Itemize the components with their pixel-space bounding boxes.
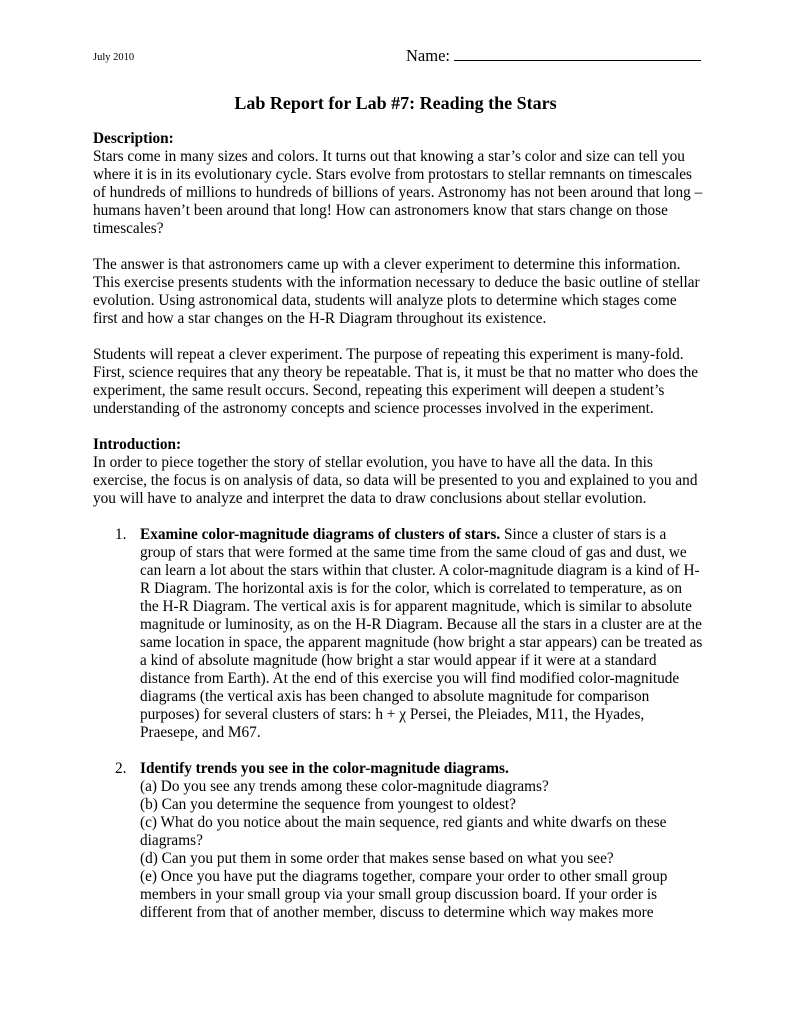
list-item-content — [140, 526, 703, 742]
list-subitem: (e) Once you have put the diagrams together, compare your order to other small group members in your small group via your small group discussion board. If your order is different from that of another member, discuss to determine which way makes more — [140, 868, 668, 921]
document-title: Lab Report for Lab #7: Reading the Stars — [234, 93, 557, 113]
numbered-list — [93, 526, 703, 922]
name-underline — [454, 44, 701, 61]
introduction-heading: Introduction: — [93, 436, 182, 453]
document-body — [93, 130, 703, 922]
list-subitem: (a) Do you see any trends among these color-magnitude diagrams? — [140, 778, 549, 795]
description-paragraph-3: Students will repeat a clever experiment. The purpose of repeating this experiment is many-fold. First, science requires that any theory be repeatable. That is, it must be that no matter who does the experiment, the same result occurs. Second, repeating this experiment will deepen a student’s understanding of the astronomy concepts and science processes involved in the experiment. — [93, 346, 699, 417]
list-item-number: 2. — [115, 760, 127, 777]
list-item-number: 1. — [115, 526, 127, 543]
introduction-paragraph: In order to piece together the story of stellar evolution, you have to have all the data. In this exercise, the focus is on analysis of data, so data will be presented to you and explained to you and you will have to analyze and interpret the data to draw conclusions about stellar evolution. — [93, 454, 698, 507]
description-heading: Description: — [93, 130, 174, 147]
header-date: July 2010 — [93, 52, 135, 63]
list-item-text: Since a cluster of stars is a group of stars that were formed at the same time from the same cloud of gas and dust, we can learn a lot about the stars within that cluster. A color-magnitude diagram is a kind of H-R Diagram. The horizontal axis is for the color, which is correlated to temperature, as on the H-R Diagram. The vertical axis is for apparent magnitude, which is similar to absolute magnitude or luminosity, as on the H-R Diagram. Because all the stars in a cluster are at the same location in space, the apparent magnitude (how bright a star appears) can be treated as a kind of absolute magnitude (how bright a star would appear if it were at a standard distance from Earth). At the end of this exercise you will find modified color-magnitude diagrams (the vertical axis has been changed to absolute magnitude for comparison purposes) for several clusters of stars: h + χ Persei, the Pleiades, M11, the Hyades, Praesepe, and M67. — [140, 526, 703, 741]
description-paragraph-2: The answer is that astronomers came up with a clever experiment to determine this information. This exercise presents students with the information necessary to deduce the basic outline of stellar evolution. Using astronomical data, students will analyze plots to determine which stages come first and how a star changes on the H-R Diagram throughout its existence. — [93, 256, 700, 327]
list-subitem: (c) What do you notice about the main sequence, red giants and white dwarfs on these diagrams? — [140, 814, 667, 849]
description-paragraph-1: Stars come in many sizes and colors. It turns out that knowing a star’s color and size can tell you where it is in its evolutionary cycle. Stars evolve from protostars to stellar remnants on timescales of hundreds of millions to hundreds of billions of years. Astronomy has not been around that long – humans haven’t been around that long! How can astronomers know that stars change on those timescales? — [93, 148, 703, 237]
list-item — [93, 760, 703, 922]
list-subitem: (d) Can you put them in some order that makes sense based on what you see? — [140, 850, 614, 867]
list-item-bold: Examine color-magnitude diagrams of clusters of stars. — [140, 526, 501, 543]
list-item — [93, 526, 703, 742]
list-subitem: (b) Can you determine the sequence from youngest to oldest? — [140, 796, 516, 813]
name-label: Name: — [406, 46, 450, 65]
name-field — [406, 44, 701, 66]
list-item-bold: Identify trends you see in the color-magnitude diagrams. — [140, 760, 509, 777]
